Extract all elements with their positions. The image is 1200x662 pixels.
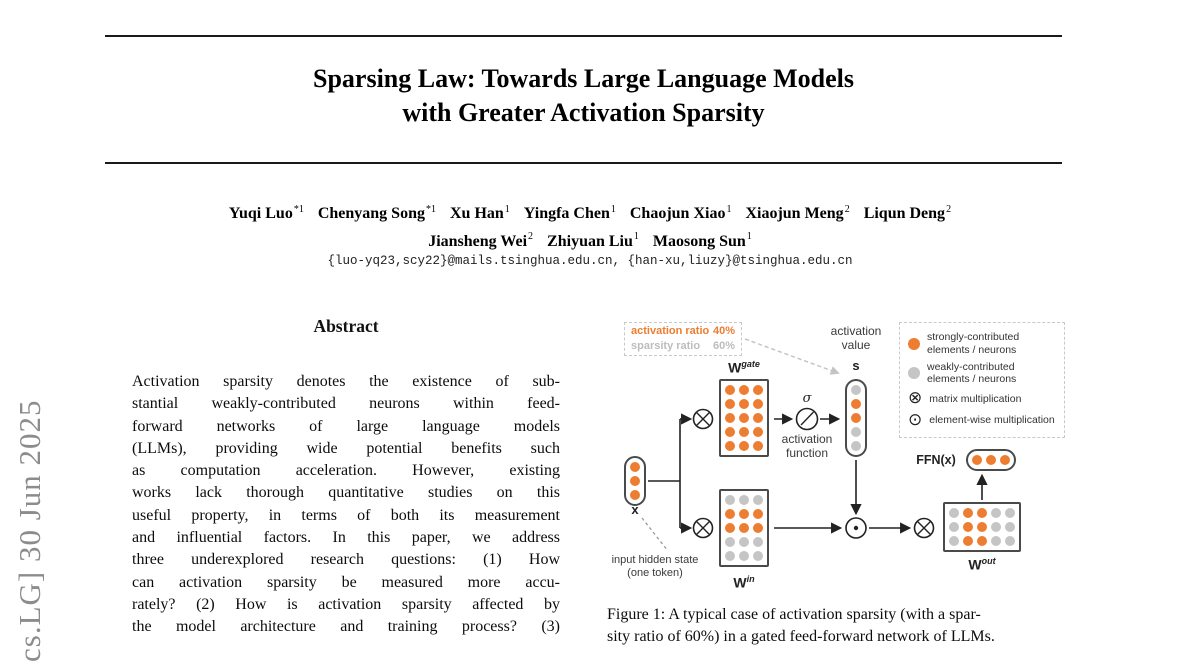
strong-element-dot	[851, 413, 861, 423]
strong-dot-icon	[908, 338, 920, 350]
figure-caption: Figure 1: A typical case of activation sparsity (with a spar- sity ratio of 60%) in a gated feed-forward network of LLMs.	[607, 606, 995, 645]
w-gate-matrix	[719, 379, 769, 457]
paper-title-line2: with Greater Activation Sparsity	[402, 98, 765, 127]
strong-element-dot	[739, 399, 749, 409]
x-branch-line	[648, 419, 680, 528]
sparsity-ratio-label: sparsity ratio	[631, 340, 701, 352]
weak-element-dot	[1005, 522, 1015, 532]
strong-element-dot	[725, 413, 735, 423]
element-wise-multiplication-icon	[846, 518, 866, 538]
x-pointer-dashed-line	[642, 518, 668, 551]
weak-element-dot	[949, 522, 959, 532]
activation-ratio-value: 40%	[712, 325, 735, 337]
matrix-multiplication-icon	[915, 519, 934, 538]
weak-element-dot	[851, 385, 861, 395]
strong-element-dot	[963, 522, 973, 532]
strong-element-dot	[972, 455, 982, 465]
author-list	[60, 198, 1120, 253]
author: Yuqi Luo$^{*1}$	[228, 204, 304, 223]
activation-function-icon	[797, 409, 818, 430]
matrix-multiplication-icon	[694, 410, 713, 429]
weak-element-dot	[991, 536, 1001, 546]
figure-legend	[899, 322, 1065, 438]
abstract-line: and influential factors. In this paper, we address	[132, 529, 560, 547]
activation-value-label: activation value	[830, 324, 882, 352]
abstract-line: can activation sparsity be measured more accu-	[132, 573, 560, 591]
weak-element-dot	[739, 551, 749, 561]
abstract-line: (LLMs), providing wide potential benefits such	[132, 439, 560, 457]
author: Chaojun Xiao$^1$	[629, 204, 732, 223]
ratio-annotation-box	[624, 322, 742, 356]
strong-element-dot	[739, 441, 749, 451]
weak-element-dot	[851, 441, 861, 451]
strong-element-dot	[1000, 455, 1010, 465]
legend-label: strongly-contributed elements / neurons	[927, 331, 1020, 356]
weak-element-dot	[725, 495, 735, 505]
s-activation-vector	[845, 379, 867, 457]
legend-item	[908, 361, 1056, 386]
strong-element-dot	[851, 399, 861, 409]
title-rule-top	[105, 35, 1062, 37]
author: Jiansheng Wei$^2$	[428, 231, 534, 250]
author-line-1	[60, 198, 1120, 225]
activation-function-label: activation function	[781, 432, 833, 460]
weak-element-dot	[725, 537, 735, 547]
strong-element-dot	[753, 413, 763, 423]
abstract-line: stantial weakly-contributed neurons within feed-	[132, 395, 560, 413]
weak-element-dot	[1005, 508, 1015, 518]
legend-label: element-wise multiplication	[929, 414, 1055, 427]
ffn-output-vector	[966, 449, 1016, 471]
abstract-line: as computation acceleration. However, existing	[132, 462, 560, 480]
strong-element-dot	[630, 462, 640, 472]
strong-element-dot	[739, 427, 749, 437]
strong-element-dot	[753, 509, 763, 519]
weak-element-dot	[949, 536, 959, 546]
strong-element-dot	[739, 509, 749, 519]
matrix-multiplication-icon	[908, 390, 922, 407]
weak-element-dot	[1005, 536, 1015, 546]
author: Liqun Deng$^2$	[863, 204, 952, 223]
strong-element-dot	[963, 508, 973, 518]
matrix-multiplication-icon	[694, 519, 713, 538]
author: Chenyang Song$^{*1}$	[317, 204, 436, 223]
weak-element-dot	[851, 427, 861, 437]
author: Yingfa Chen$^1$	[523, 204, 616, 223]
weak-element-dot	[753, 495, 763, 505]
author: Maosong Sun$^1$	[652, 231, 752, 250]
author-line-2	[60, 225, 1120, 252]
w-out-matrix	[943, 502, 1021, 552]
abstract-line: Activation sparsity denotes the existence of sub-	[132, 373, 560, 390]
s-vector-label: s	[852, 358, 860, 373]
author: Xu Han$^1$	[449, 204, 510, 223]
weak-dot-icon	[908, 367, 920, 379]
strong-element-dot	[977, 522, 987, 532]
weak-element-dot	[949, 508, 959, 518]
abstract-line: forward networks of large language models	[132, 417, 560, 435]
strong-element-dot	[986, 455, 996, 465]
weak-element-dot	[739, 537, 749, 547]
strong-element-dot	[977, 508, 987, 518]
weak-element-dot	[753, 537, 763, 547]
w-in-label: $W^{in}$	[733, 574, 755, 591]
figure-1	[598, 312, 1178, 602]
sigma-label: σ	[802, 391, 812, 406]
legend-label: weakly-contributed elements / neurons	[927, 360, 1017, 386]
strong-element-dot	[725, 399, 735, 409]
strong-element-dot	[753, 399, 763, 409]
author-emails: {luo-yq23,scy22}@mails.tsinghua.edu.cn, {han-xu,liuzy}@tsinghua.edu.cn	[327, 254, 853, 268]
strong-element-dot	[725, 523, 735, 533]
strong-element-dot	[753, 385, 763, 395]
abstract-line: useful property, in terms of both its measurement	[132, 506, 560, 524]
ffn-output-label: FFN(x)	[916, 453, 956, 467]
w-gate-label: $W^{gate}$	[728, 359, 760, 376]
paper-title-line1: Sparsing Law: Towards Large Language Models	[312, 64, 855, 93]
legend-item	[908, 412, 1056, 429]
abstract-line: three underexplored research questions: (1) How	[132, 551, 560, 569]
strong-element-dot	[753, 427, 763, 437]
weak-element-dot	[739, 495, 749, 505]
activation-ratio-row	[631, 325, 735, 338]
strong-element-dot	[739, 523, 749, 533]
paper-title	[105, 62, 1062, 130]
strong-element-dot	[977, 536, 987, 546]
element-wise-multiplication-icon	[908, 412, 922, 429]
author: Zhiyuan Liu$^1$	[547, 231, 639, 250]
strong-element-dot	[725, 427, 735, 437]
legend-label: matrix multiplication	[929, 392, 1022, 405]
strong-element-dot	[725, 385, 735, 395]
legend-item	[908, 390, 1056, 407]
activation-ratio-label: activation ratio	[631, 325, 710, 337]
abstract-text	[132, 371, 560, 639]
weak-element-dot	[753, 551, 763, 561]
sparsity-ratio-value: 60%	[712, 340, 735, 352]
w-in-matrix	[719, 489, 769, 567]
sparsity-ratio-row	[631, 340, 735, 353]
arxiv-banner: cs.LG] 30 Jun 2025	[12, 399, 47, 662]
legend-item	[908, 331, 1056, 356]
strong-element-dot	[753, 523, 763, 533]
x-input-vector	[624, 456, 646, 506]
w-out-label: $W^{out}$	[968, 556, 996, 573]
strong-element-dot	[963, 536, 973, 546]
strong-element-dot	[753, 441, 763, 451]
strong-element-dot	[630, 490, 640, 500]
abstract-line: rately? (2) How is activation sparsity affected by	[132, 595, 560, 613]
x-vector-label: x	[631, 502, 639, 517]
title-rule-bottom	[105, 162, 1062, 164]
abstract-heading: Abstract	[313, 316, 379, 336]
weak-element-dot	[991, 522, 1001, 532]
weak-element-dot	[725, 551, 735, 561]
abstract-line: works lack thorough quantitative studies on this	[132, 484, 560, 502]
input-hidden-state-label: input hidden state (one token)	[611, 554, 699, 579]
strong-element-dot	[739, 413, 749, 423]
strong-element-dot	[630, 476, 640, 486]
strong-element-dot	[725, 509, 735, 519]
weak-element-dot	[991, 508, 1001, 518]
author: Xiaojun Meng$^2$	[745, 204, 850, 223]
strong-element-dot	[739, 385, 749, 395]
abstract-line: the model architecture and training process? (3)	[132, 618, 560, 636]
strong-element-dot	[725, 441, 735, 451]
